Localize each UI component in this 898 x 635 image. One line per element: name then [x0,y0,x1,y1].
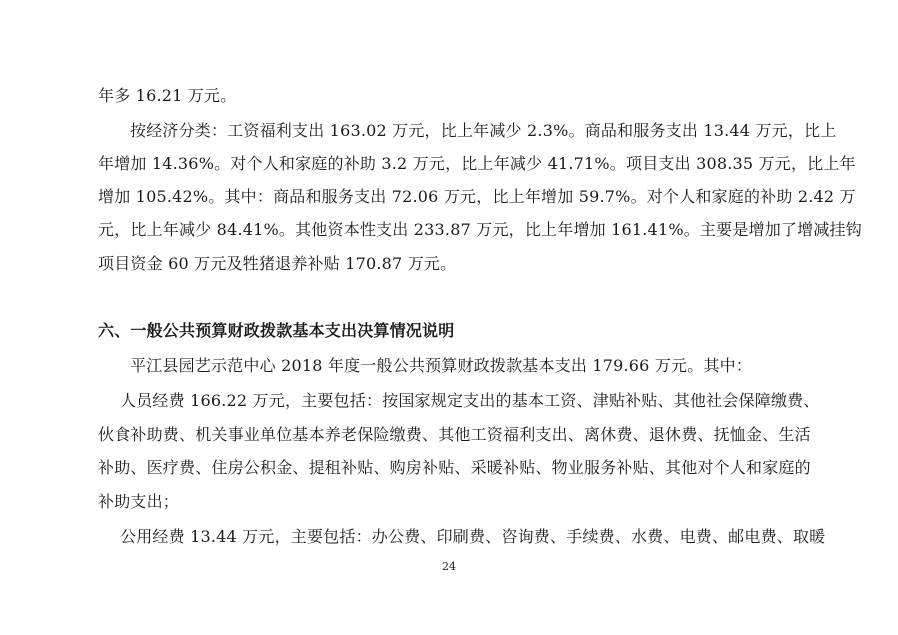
section-heading: 六、一般公共预算财政拨款基本支出决算情况说明 [98,321,455,340]
paragraph-line: 年增加 14.36%。对个人和家庭的补助 3.2 万元，比上年减少 41.71%。项目支出 308.35 万元，比上年 [98,154,856,173]
paragraph-line: 年多 16.21 万元。 [98,86,237,105]
paragraph-line: 伙食补助费、机关事业单位基本养老保险缴费、其他工资福利支出、离休费、退休费、抚恤金、生活 [98,425,811,444]
paragraph-line: 项目资金 60 万元及牲猪退养补贴 170.87 万元。 [98,254,457,273]
paragraph-line: 增加 105.42%。其中：商品和服务支出 72.06 万元，比上年增加 59.7%。对个人和家庭的补助 2.42 万 [98,187,856,206]
paragraph-line: 补助、医疗费、住房公积金、提租补贴、购房补贴、采暖补贴、物业服务补贴、其他对个人和家庭的 [98,458,811,477]
paragraph-line: 补助支出； [98,492,180,511]
paragraph-line: 按经济分类：工资福利支出 163.02 万元，比上年减少 2.3%。商品和服务支出 13.44 万元，比上 [130,121,837,140]
paragraph-line: 公用经费 13.44 万元，主要包括：办公费、印刷费、咨询费、手续费、水费、电费、邮电费、取暖 [120,527,826,546]
paragraph-line: 人员经费 166.22 万元，主要包括：按国家规定支出的基本工资、津贴补贴、其他社会保障缴费、 [120,391,820,410]
paragraph-line: 平江县园艺示范中心 2018 年度一般公共预算财政拨款基本支出 179.66 万元。其中： [130,356,753,375]
page-number: 24 [442,560,456,573]
paragraph-line: 元，比上年减少 84.41%。其他资本性支出 233.87 万元，比上年增加 161.41%。主要是增加了增减挂钩 [98,220,862,239]
